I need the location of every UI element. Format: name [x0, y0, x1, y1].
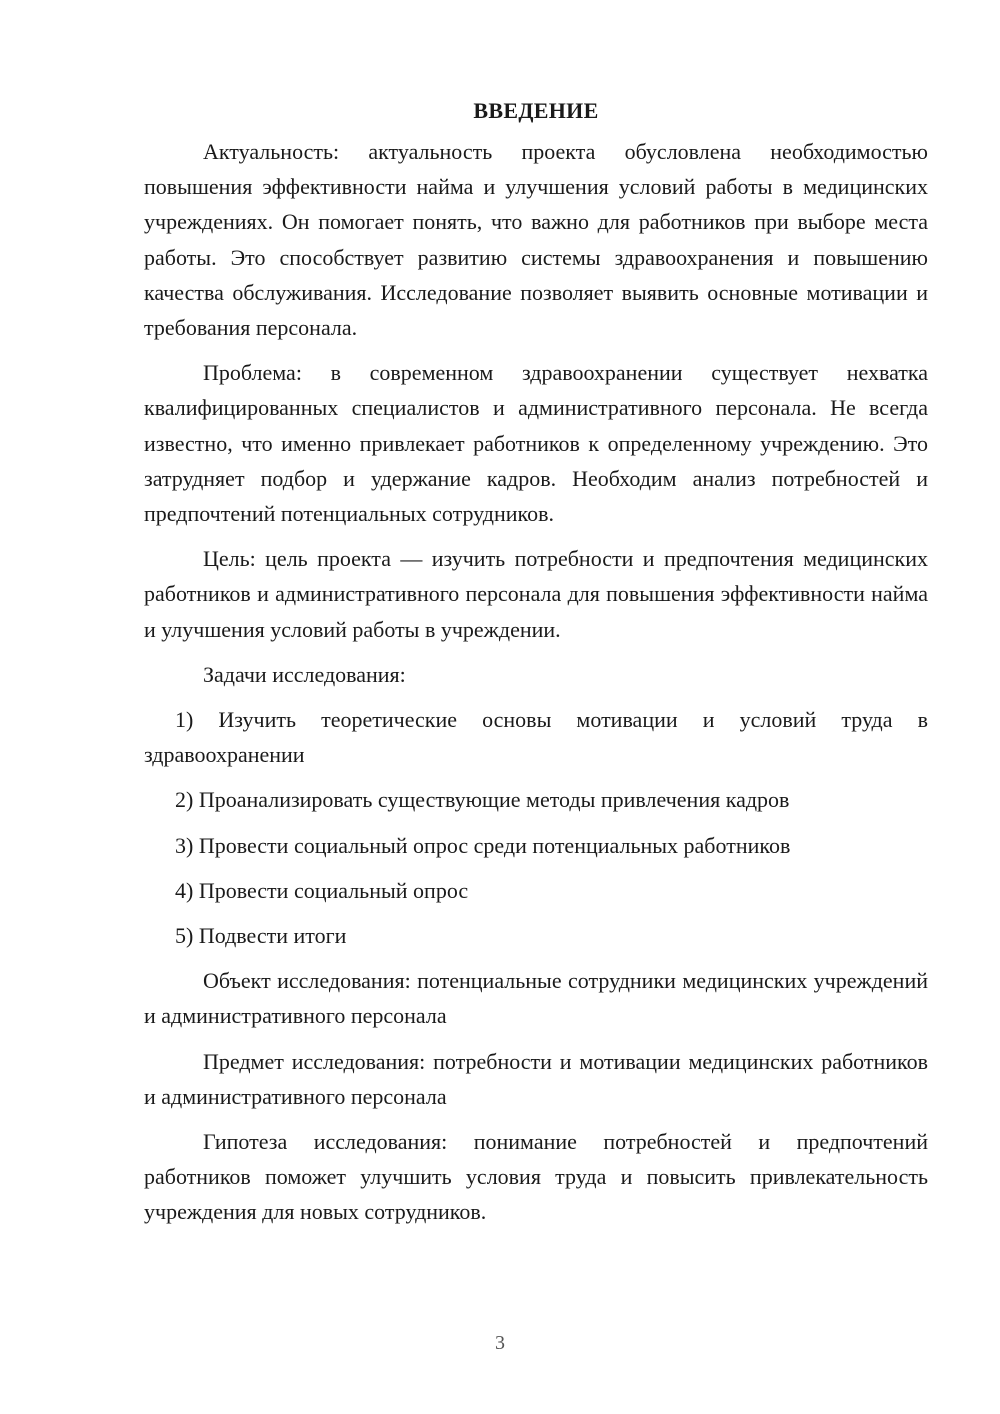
paragraph-object: Объект исследования: потенциальные сотрудники медицинских учреждений и административного персонала: [144, 968, 928, 1029]
tasks-list: [144, 702, 928, 953]
task-item: 2) Проанализировать существующие методы привлечения кадров: [175, 787, 790, 813]
task-item: 5) Подвести итоги: [175, 923, 347, 949]
task-item: 3) Провести социальный опрос среди потенциальных работников: [175, 832, 791, 858]
task-item: 4) Провести социальный опрос: [175, 877, 469, 903]
document-title: ВВЕДЕНИЕ: [473, 98, 599, 123]
paragraph-subject: Предмет исследования: потребности и мотивации медицинских работников и административного персонала: [144, 1048, 928, 1109]
paragraph-hypothesis: Гипотеза исследования: понимание потребностей и предпочтений работников поможет улучшить условия труда и повысить привлекательность учреждения для новых сотрудников.: [144, 1129, 928, 1225]
document-page: [144, 88, 928, 1240]
page-number: 3: [495, 1332, 505, 1354]
paragraph-relevance: Актуальность: актуальность проекта обусловлена необходимостью повышения эффективности найма и улучшения условий работы в медицинских учреждениях. Он помогает понять, что важно для работников при выборе места работы. Это способствует развитию системы здравоохранения и повышению качества обслуживания. Исследование позволяет выявить основные мотивации и требования персонала.: [144, 139, 928, 341]
paragraph-problem: Проблема: в современном здравоохранении существует нехватка квалифицированных специалистов и административного персонала. Не всегда известно, что именно привлекает работников к определенному учреждению. Это затрудняет подбор и удержание кадров. Необходим анализ потребностей и предпочтений потенциальных сотрудников.: [144, 360, 928, 527]
paragraph-goal: Цель: цель проекта — изучить потребности и предпочтения медицинских работников и административного персонала для повышения эффективности найма и улучшения условий работы в учреждении.: [144, 546, 928, 642]
task-item: 1) Изучить теоретические основы мотивации и условий труда в здравоохранении: [144, 707, 928, 768]
tasks-heading: Задачи исследования:: [203, 661, 406, 687]
